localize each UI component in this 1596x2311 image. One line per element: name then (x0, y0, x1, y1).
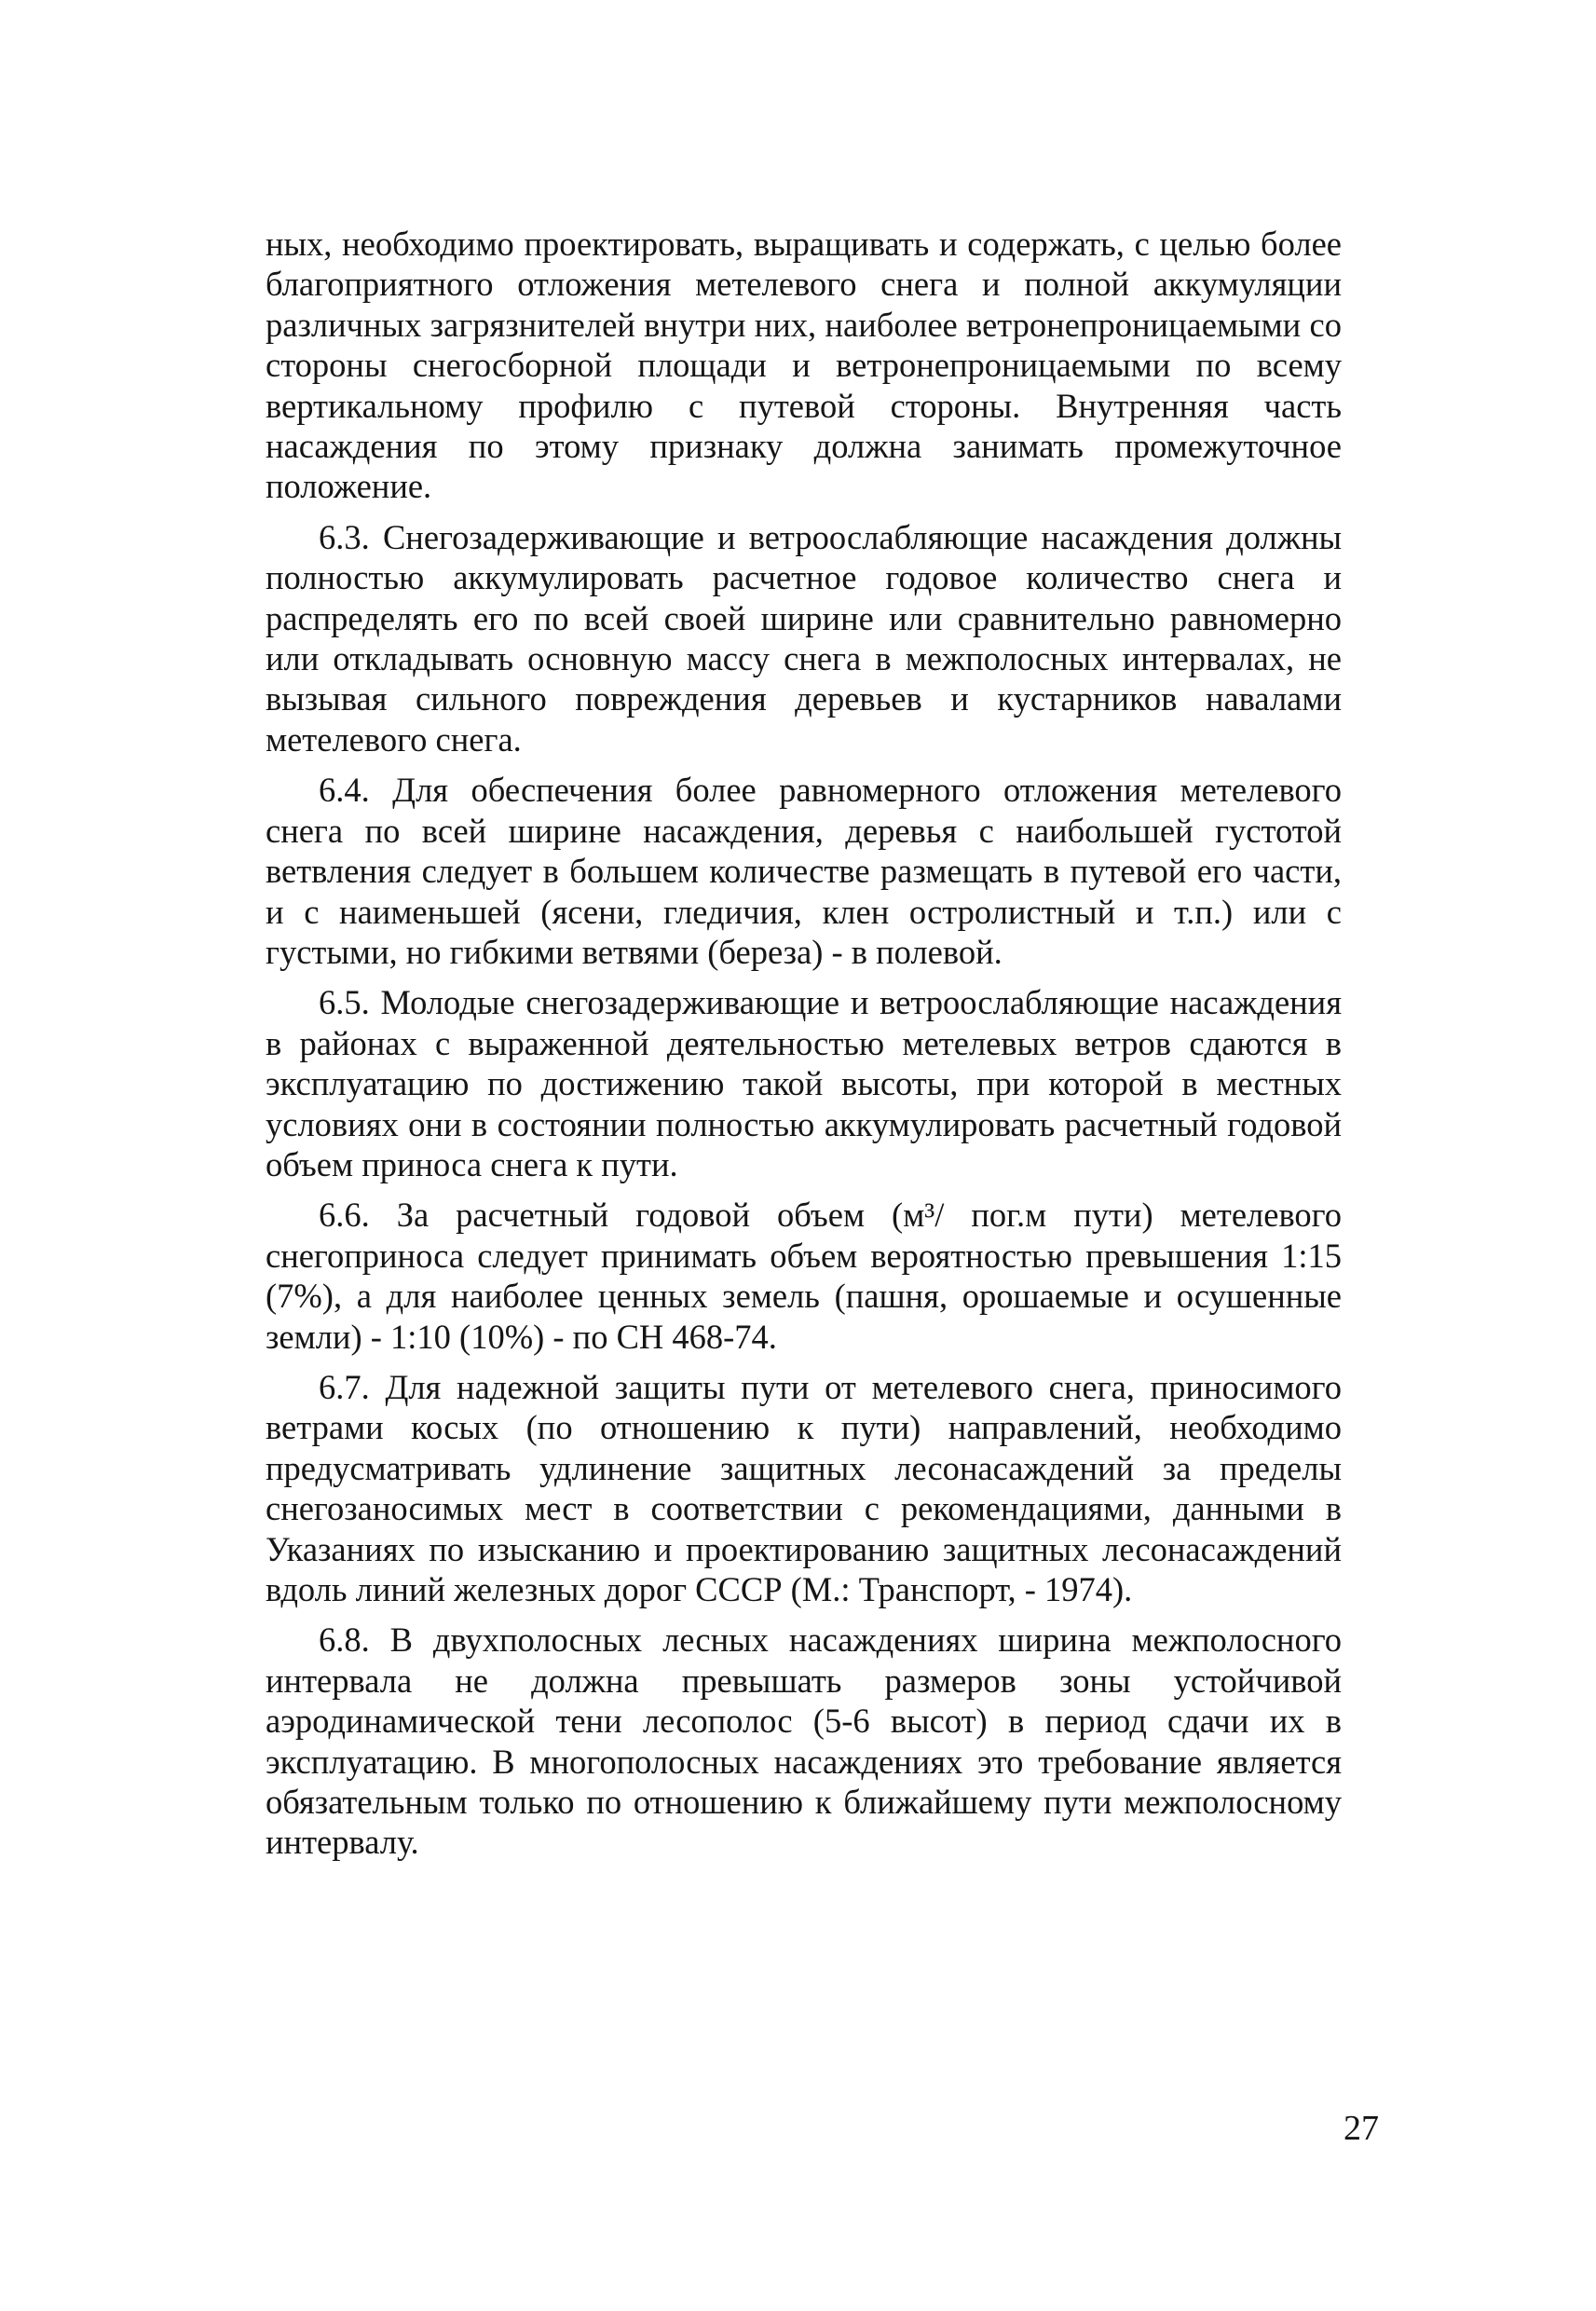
paragraph-6-7: 6.7. Для надежной защиты пути от метелевого снега, приносимого ветрами косых (по отношению к пути) направлений, необходимо предусматривать удлинение защитных лесонасаждений за пределы снегозаносимых мест в соответствии с рекомендациями, данными в Указаниях по изысканию и проектированию защитных лесонасаждений вдоль линий железных дорог СССР (М.: Транспорт, - 1974). (266, 1367, 1342, 1608)
body-text (266, 224, 1342, 1873)
paragraph-continuation: ных, необходимо проектировать, выращивать и содержать, с целью более благоприятного отложения метелевого снега и полной аккумуляции различных загрязнителей внутри них, наиболее ветронепроницаемыми со стороны снегосборной площади и ветронепроницаемыми по всему вертикальному профилю с путевой стороны. Внутренняя часть насаждения по этому признаку должна занимать промежуточное положение. (266, 225, 1342, 506)
paragraph-6-3: 6.3. Снегозадерживающие и ветроослабляющие насаждения должны полностью аккумулировать расчетное годовое количество снега и распределять его по всей своей ширине или сравнительно равномерно или откладывать основную массу снега в межполосных интервалах, не вызывая сильного повреждения деревьев и кустарников навалами метелевого снега. (266, 517, 1342, 759)
paragraph-6-5: 6.5. Молодые снегозадерживающие и ветроослабляющие насаждения в районах с выраженной деятельностью метелевых ветров сдаются в эксплуатацию по достижению такой высоты, при которой в местных условиях они в состоянии полностью аккумулировать расчетный годовой объем приноса снега к пути. (266, 983, 1342, 1183)
paragraph-6-8: 6.8. В двухполосных лесных насаждениях ширина межполосного интервала не должна превышать размеров зоны устойчивой аэродинамической тени лесополос (5-6 высот) в период сдачи их в эксплуатацию. В многополосных насаждениях это требование является обязательным только по отношению к ближайшему пути межполосному интервалу. (266, 1620, 1342, 1862)
paragraph-6-4: 6.4. Для обеспечения более равномерного отложения метелевого снега по всей ширине насаждения, деревья с наибольшей густотой ветвления следует в большем количестве размещать в путевой его части, и с наименьшей (ясени, гледичия, клен остролистный и т.п.) или с густыми, но гибкими ветвями (береза) - в полевой. (266, 771, 1342, 971)
page-number: 27 (1344, 2109, 1379, 2148)
paragraph-6-6: 6.6. За расчетный годовой объем (м³/ пог.м пути) метелевого снегоприноса следует принимать объем вероятностью превышения 1:15 (7%), а для наиболее ценных земель (пашня, орошаемые и осушенные земли) - 1:10 (10%) - по СН 468-74. (266, 1196, 1342, 1356)
